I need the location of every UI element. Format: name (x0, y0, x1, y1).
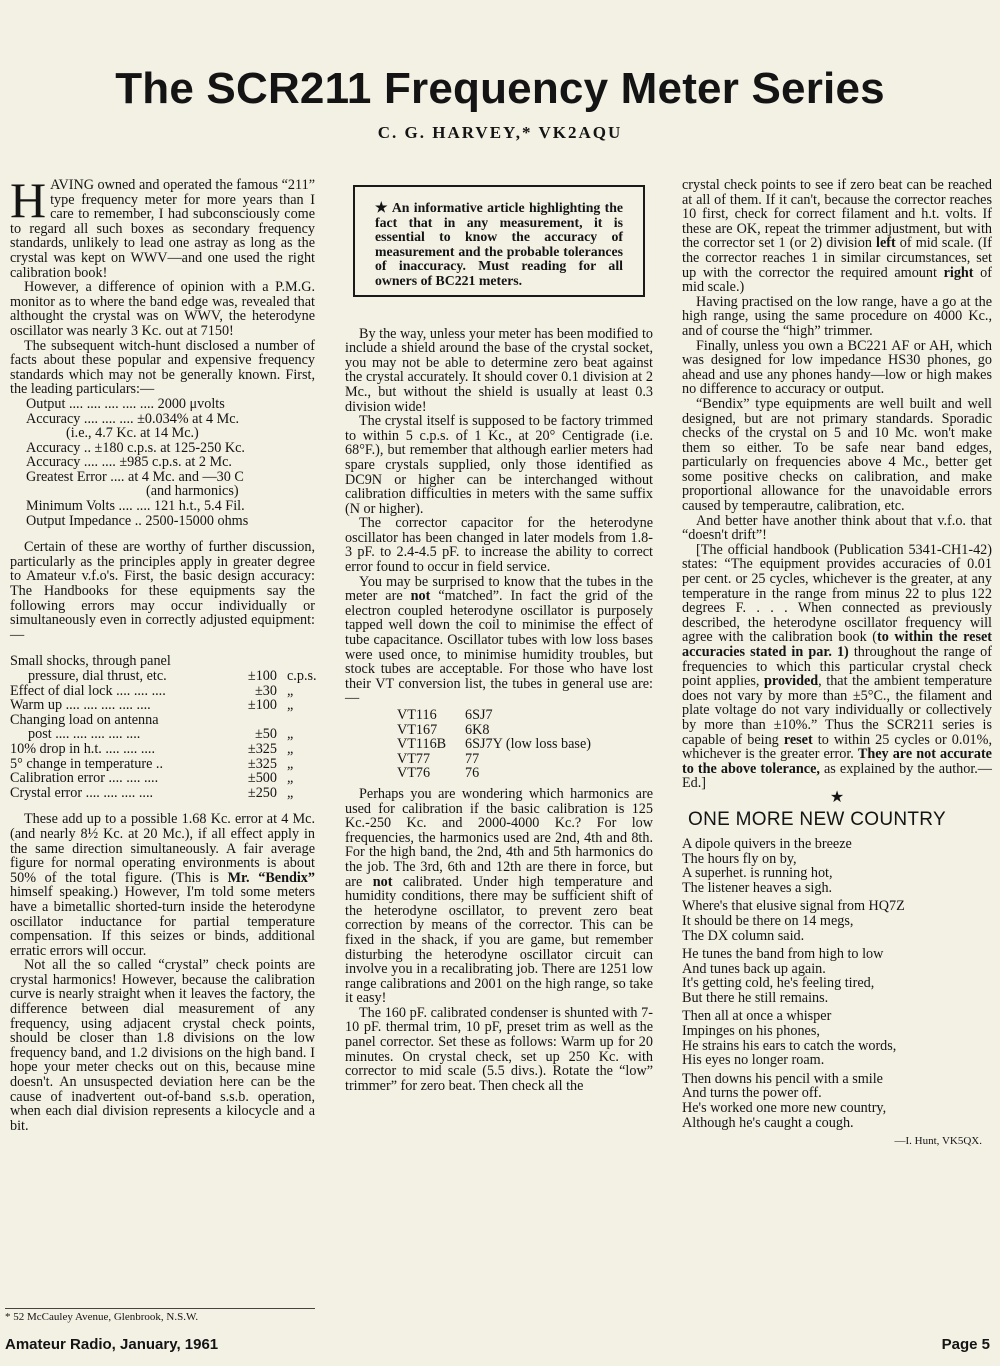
error-unit: „ (287, 755, 294, 772)
spec-line: Accuracy .... .... .... ±0.034% at 4 Mc. (26, 410, 240, 427)
tube-vt: VT76 (397, 765, 431, 782)
poem-line: His eyes no longer roam. (682, 1052, 825, 1069)
error-unit: „ (287, 697, 294, 714)
poem-line: It should be there on 14 megs, (682, 912, 854, 929)
paragraph: Having practised on the low range, have a go at the high range, using the same procedure on 4000 Kc., and of course the “high” trimmer. (682, 293, 992, 339)
spec-line: Minimum Volts .... .... 121 h.t., 5.4 Fil. (26, 498, 245, 515)
paragraph-text: You may be surprised to know that the tubes in the meter are (345, 573, 653, 605)
spec-line: Accuracy .... .... ±985 c.p.s. at 2 Mc. (26, 454, 232, 471)
paragraph-text: Perhaps you are wondering which harmonics are used for calibration if the basic calibration is 125 Kc.-250 Kc. and 2000-4000 Kc.? For low frequencies, the harmonics used are 2nd, 4th and 8th. For the high band, the 2nd, 4th and 5th harmonics do the job. The 3rd, 6th and 12th are there in force, but are (345, 785, 653, 890)
bold-text: Mr. “Bendix” (227, 869, 315, 886)
error-row (10, 654, 315, 669)
poem-line: And turns the power off. (682, 1085, 822, 1102)
paragraph: The subsequent witch-hunt disclosed a number of facts about these popular and expensive frequency standards which may not be generally known. First, the leading particulars:— (10, 337, 315, 398)
paragraph-text: himself speaking.) However, I'm told some meters have a bimetallic shorted-turn inside the heterodyne oscillator inductance for partial temperature compensation. If this seizes or binds, additional erratic errors will occur. (10, 884, 315, 959)
tube-row (397, 708, 653, 723)
paragraph (10, 172, 315, 281)
spec-line: Greatest Error .... at 4 Mc. and —30 C (26, 468, 244, 485)
paragraph-text: to within 25 cycles or 0.01%, whichever is the greater error. (682, 731, 992, 763)
tube-equivalent: 6K8 (465, 721, 490, 738)
error-unit (277, 654, 315, 669)
error-unit: c.p.s. (287, 668, 317, 684)
poem (682, 837, 992, 1130)
error-row (10, 684, 315, 699)
tube-equivalent: 77 (465, 750, 480, 767)
error-label: Small shocks, through panel (10, 654, 171, 669)
paragraph: Certain of these are worthy of further discussion, particularly as the principles apply in greater degree to Amateur v.f.o's. First, the basic design accuracy: The Handbooks for these equipments say the following errors may occur individually or simultaneously even in correctly adjusted equipment:— (10, 539, 315, 643)
bold-text: not (410, 588, 431, 605)
error-row (10, 698, 315, 713)
paragraph-text: , that the ambient temperature does not vary by more than ±5°C., the filament and plate voltage do not vary individually or collectively by more than ±10%.” Thus the SCR211 series is capable of being (682, 673, 992, 748)
column-3 (682, 178, 992, 1149)
spec-line: (and harmonics) (146, 483, 239, 500)
error-label: 5° change in temperature .. (10, 756, 164, 772)
publication-info: Amateur Radio, January, 1961 (5, 1336, 219, 1353)
paragraph-text: calibrated. Under high temperature and humidity conditions, there may be sufficient shift of the heterodyne oscillator, to prevent zero beat correction by means of the corrector. This can be fixed in the shack, if you are game, but remember disturbing the heterodyne oscillator circuit can involve you in a recalibrating job. There are 1251 low range calibrations and 2001 on the high range, so take it easy! (345, 873, 653, 1007)
error-label: pressure, dial thrust, etc. (28, 669, 167, 684)
poem-line: A dipole quivers in the breeze (682, 835, 852, 852)
paragraph: By the way, unless your meter has been modified to include a shield around the base of the crystal socket, you may not be able to determine zero beat against the crystal accurately. It should cover 0.1 division at 2 Mc., but without the shield is usually at least 0.3 division wide! (345, 325, 653, 415)
bold-text: They are not accurate to the above tolerance, (682, 746, 992, 777)
bold-text: right (943, 264, 974, 281)
paragraph: “Bendix” type equipments are well built and well designed, but are not primary standards. Sporadic checks of the crystal on 5 and 10 Mc. won't make them so either. To be safe near band edges, particularly on frequencies above 4 Mc., better get some positive checks on calibration, and make proportional allowance for the unavoidable errors caused by temperautre, calibration, etc. (682, 395, 992, 515)
error-value: ±50 (255, 726, 277, 743)
tube-equivalent: 6SJ7 (465, 707, 493, 723)
spec-line: Output .... .... .... .... .... 2000 μvolts (26, 395, 225, 412)
tube-row (397, 752, 653, 767)
poem-line: He strains his ears to catch the words, (682, 1037, 897, 1054)
poem-line: It's getting cold, he's feeling tired, (682, 975, 875, 992)
error-row (10, 771, 315, 786)
spec-line: (i.e., 4.7 Kc. at 14 Mc.) (66, 425, 199, 442)
tube-equivalent: 76 (465, 765, 480, 782)
poem-line: The hours fly on by, (682, 850, 797, 867)
error-value (217, 713, 277, 728)
paragraph-text: as explained by the author.—Ed.] (682, 760, 992, 792)
error-label: Changing load on antenna (10, 712, 159, 728)
poem-stanza (682, 947, 992, 1005)
tube-vt: VT116B (397, 736, 447, 753)
paragraph-text: “matched”. In fact the grid of the electron coupled heterodyne oscillator is purposely tapped well down the coil to minimise the effect of tube capacitance. Oscillator tubes with low loss bases were used once, to minimise humidity troubles, but stock tubes are acceptable. For those who have lost their VT conversion list, the tubes in general use are:— (345, 588, 653, 707)
tube-row (397, 766, 653, 781)
paragraph (682, 178, 992, 295)
tube-row (397, 737, 653, 752)
poem-line: Although he's caught a cough. (682, 1114, 854, 1131)
paragraph (10, 812, 315, 958)
error-value: ±250 (247, 784, 277, 801)
error-unit: „ (287, 784, 294, 801)
poem-line: And tunes back up again. (682, 960, 826, 977)
paragraph: Not all the so called “crystal” check points are crystal harmonics! However, because the calibration curve is nearly straight when it leaves the factory, the difference between dial measurement of any frequency, using adjacent crystal check points, should be closer than 1.8 divisions on the low frequency band, and 1.2 divisions on the high band. I hope your meter checks out on this, because mine doesn't. An unsuspected deviation here can be the cause of inadvertent out-of-band s.s.b. operation, when each dial division represents a kilocycle and a bit. (10, 957, 315, 1134)
error-table (10, 654, 315, 800)
error-label: Calibration error .... .... .... (10, 771, 159, 786)
star-icon: ★ (829, 788, 845, 806)
error-value: ±325 (247, 740, 277, 757)
poem-line: He's worked one more new country, (682, 1100, 887, 1117)
paragraph: However, a difference of opinion with a P.M.G. monitor as to where the band edge was, revealed that althought the crystal was on WWV, the heterodyne oscillator was nearly 3 Kc. out at 7150! (10, 279, 315, 339)
paragraph (345, 575, 653, 706)
error-unit: „ (287, 740, 294, 757)
paragraph: And better have another think about that v.f.o. that “doesn't drift”! (682, 512, 992, 544)
column-2 (345, 185, 653, 1093)
tube-list (397, 708, 653, 781)
error-row (10, 757, 315, 772)
poem-stanza (682, 899, 992, 943)
paragraph-text: of mid scale.) (682, 264, 992, 296)
article-title: The SCR211 Frequency Meter Series (115, 64, 885, 113)
editor-note (682, 543, 992, 791)
poem-line: But there he still remains. (682, 989, 829, 1006)
error-row (10, 786, 315, 801)
tube-row (397, 723, 653, 738)
error-row (10, 713, 315, 728)
specifications-list (26, 397, 315, 528)
paragraph: The corrector capacitor for the heterodyne oscillator has been changed in later models from 1.8-3 pF. to 2.4-4.5 pF. to increase the ability to correct error found to occur in field service. (345, 515, 653, 576)
poem-line: He tunes the band from high to low (682, 946, 884, 963)
abstract-box: ★ An informative article highlighting the fact that in any measurement, it is essential to know the accuracy of measurement and the probable tolerances of inaccuracy. Must reading for all owners of BC221 meters. (353, 185, 645, 297)
error-label: Warm up .... .... .... .... .... (10, 698, 151, 713)
paragraph-text: crystal check points to see if zero beat can be reached at all of them. If it can't, because the corrector reaches 10 first, check for correct filament and h.t. volts. If these are OK, repeat the trimmer adjustment, but with the corrector set 1 (or 2) division (682, 177, 992, 252)
error-unit: „ (287, 770, 294, 787)
bold-text: provided (764, 673, 819, 690)
spec-line: Output Impedance .. 2500-15000 ohms (26, 512, 249, 529)
tube-vt: VT77 (397, 750, 431, 767)
drop-cap: H (10, 172, 47, 228)
paragraph (345, 787, 653, 1006)
poem-line: Then downs his pencil with a smile (682, 1070, 883, 1087)
spec-line: Accuracy .. ±180 c.p.s. at 125-250 Kc. (26, 439, 245, 456)
error-unit: „ (287, 682, 294, 699)
paragraph-text: These add up to a possible 1.68 Kc. error at 4 Mc. (and nearly 8½ Kc. at 20 Mc.), if all effect apply in the same direction simultaneously. A fair average figure for normal operating environments is about 50% of the total figure. (This is (10, 811, 315, 886)
error-label: Effect of dial lock .... .... .... (10, 683, 166, 699)
author-byline: C. G. HARVEY,* VK2AQU (377, 123, 623, 142)
poem-line: The listener heaves a sigh. (682, 879, 833, 896)
error-label: post .... .... .... .... .... (28, 727, 141, 742)
poem-stanza (682, 1009, 992, 1067)
footnote: * 52 McCauley Avenue, Glenbrook, N.S.W. (5, 1308, 315, 1324)
poem-line: Where's that elusive signal from HQ7Z (682, 898, 905, 915)
bold-text: reset (783, 731, 813, 748)
poem-stanza (682, 837, 992, 895)
page-number: Page 5 (941, 1336, 990, 1353)
error-unit (277, 713, 315, 728)
poem-credit: —I. Hunt, VK5QX. (894, 1135, 982, 1148)
paragraph-text: [The official handbook (Publication 5341-CH1-42) states: “The equipment provides accuracies of 0.01 per cent. or 25 cycles, whichever is the greater, at any temperature in the range from minus 22 to plus 122 degrees F. . . . When connected as previously described, the heterodyne oscillator frequency will agree with the calibration book ( (682, 541, 992, 646)
poem-line: The DX column said. (682, 927, 805, 944)
page-footer (5, 1338, 990, 1353)
error-value: ±100 (247, 697, 277, 714)
error-unit: „ (287, 726, 294, 743)
bold-text: left (876, 235, 896, 252)
error-value (217, 654, 277, 669)
error-row (10, 669, 315, 684)
error-label: 10% drop in h.t. .... .... .... (10, 741, 156, 757)
error-value: ±30 (255, 682, 277, 699)
bold-text: to within the reset accuracies stated in par. 1) (682, 629, 992, 660)
error-row (10, 742, 315, 757)
paragraph-text: AVING owned and operated the famous “211” type frequency meter for more years than I care to remember, I had subconsciously come to regard all such boxes as secondary frequency standards, unlikely to lead one astray as long as the crystal was kept on WWV—and one used the right calibration book! (10, 177, 315, 281)
error-value: ±100 (247, 668, 277, 684)
tube-vt: VT116 (397, 707, 437, 723)
paragraph-text: of mid scale. (If the corrector reaches 1 in similar circumstances, set up with the corrector the required amount (682, 235, 992, 281)
paragraph: The 160 pF. calibrated condenser is shunted with 7-10 pF. thermal trim, 10 pF, preset trim as well as the panel corrector. Set these as follows: Warm up for 20 minutes. On crystal check, set up 250 Kc. with corrector to mid scale (5.5 divs.). Rotate the “low” trimmer” for zero beat. Then check all the (345, 1004, 653, 1094)
poem-title: ONE MORE NEW COUNTRY (688, 808, 946, 830)
paragraph: Finally, unless you own a BC221 AF or AH, which was designed for low impedance HS30 phones, go ahead and use any phones handy—low or high makes no difference to accuracy or output. (682, 337, 992, 398)
error-value: ±325 (247, 755, 277, 772)
error-row (10, 727, 315, 742)
error-value: ±500 (247, 770, 277, 787)
bold-text: not (372, 873, 393, 890)
error-label: Crystal error .... .... .... .... (10, 785, 154, 801)
poem-line: A superhet. is running hot, (682, 865, 833, 882)
paragraph: The crystal itself is supposed to be factory trimmed to within 5 c.p.s. of 1 Kc., at 20° Centigrade (i.e. 68°F.), but remember that although earlier meters had spare crystals supplied, only those identified as DC9N or higher can be interchanged without calibration difficulties in meters with the same suffix (N or higher). (345, 413, 653, 517)
poem-stanza (682, 1072, 992, 1130)
poem-line: Impinges on his phones, (682, 1023, 820, 1040)
poem-line: Then all at once a whisper (682, 1008, 832, 1025)
tube-vt: VT167 (397, 721, 438, 738)
paragraph-text: throughout the range of frequencies to which this particular crystal check point applies, (682, 644, 992, 690)
column-1 (10, 172, 317, 1134)
tube-equivalent: 6SJ7Y (low loss base) (465, 736, 591, 753)
